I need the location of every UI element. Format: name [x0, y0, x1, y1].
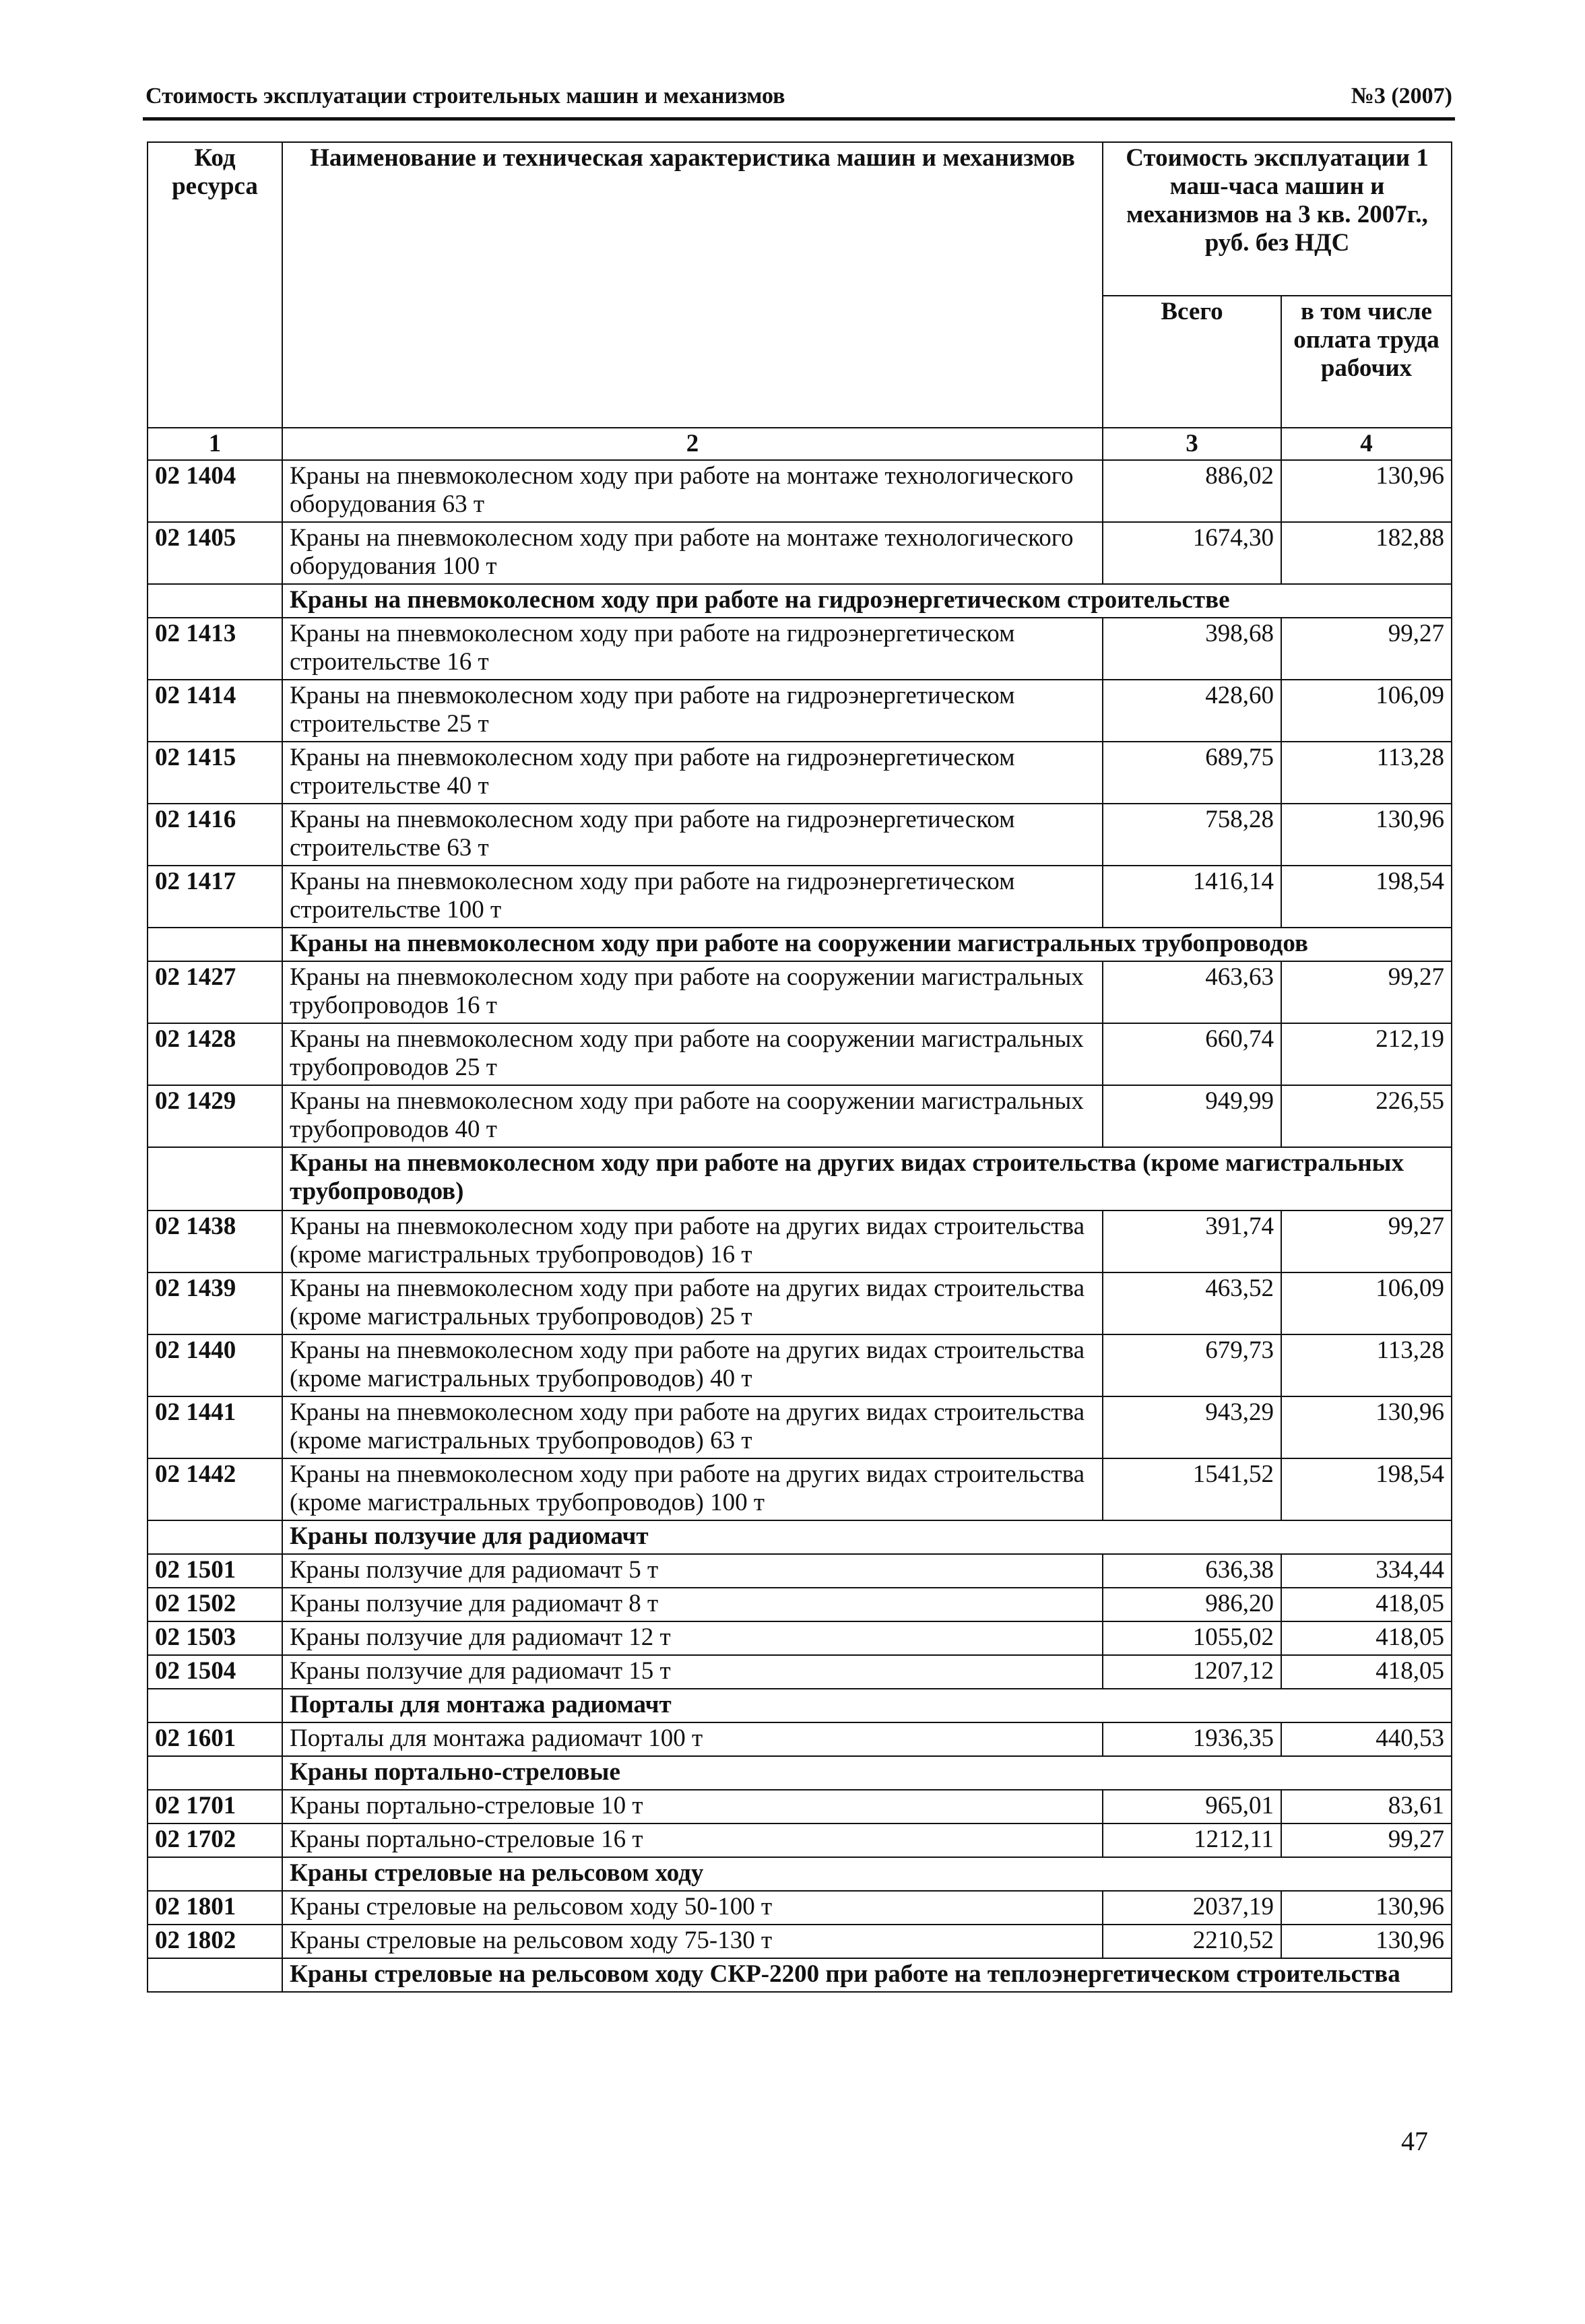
- machine-name: Краны на пневмоколесном ходу при работе на других видах строительства (кроме магистральных трубопроводов) 16 т: [282, 1211, 1103, 1272]
- empty-code-cell: [148, 1857, 282, 1891]
- cost-total: 1416,14: [1103, 866, 1281, 928]
- labor-cost: 130,96: [1281, 460, 1452, 522]
- table-row: [148, 460, 1452, 522]
- cost-total: 986,20: [1103, 1588, 1281, 1621]
- section-heading-row: [148, 928, 1452, 961]
- resource-code: 02 1417: [148, 866, 282, 928]
- cost-total: 1055,02: [1103, 1621, 1281, 1655]
- section-title: Краны портально-стреловые: [282, 1756, 1452, 1790]
- cost-total: 679,73: [1103, 1334, 1281, 1396]
- machine-name: Краны на пневмоколесном ходу при работе на других видах строительства (кроме магистральных трубопроводов) 40 т: [282, 1334, 1103, 1396]
- section-title: Краны на пневмоколесном ходу при работе на других видах строительства (кроме магистральных трубопроводов): [282, 1147, 1452, 1211]
- labor-cost: 113,28: [1281, 1334, 1452, 1396]
- resource-code: 02 1502: [148, 1588, 282, 1621]
- section-heading-row: [148, 1520, 1452, 1554]
- cost-total: 949,99: [1103, 1085, 1281, 1147]
- column-header-labor: в том числе оплата труда рабочих: [1281, 296, 1452, 428]
- empty-code-cell: [148, 1756, 282, 1790]
- resource-code: 02 1404: [148, 460, 282, 522]
- table-row: [148, 522, 1452, 584]
- resource-code: 02 1427: [148, 961, 282, 1023]
- table-row: [148, 1891, 1452, 1925]
- column-number: 2: [282, 428, 1103, 460]
- section-title: Краны ползучие для радиомачт: [282, 1520, 1452, 1554]
- machine-name: Краны на пневмоколесном ходу при работе на гидроэнергетическом строительстве 16 т: [282, 618, 1103, 680]
- labor-cost: 130,96: [1281, 1396, 1452, 1458]
- machine-name: Краны портально-стреловые 16 т: [282, 1823, 1103, 1857]
- table-row: [148, 961, 1452, 1023]
- resource-code: 02 1801: [148, 1891, 282, 1925]
- cost-total: 943,29: [1103, 1396, 1281, 1458]
- table-row: [148, 1722, 1452, 1756]
- machine-name: Краны на пневмоколесном ходу при работе на других видах строительства (кроме магистральных трубопроводов) 63 т: [282, 1396, 1103, 1458]
- section-title: Порталы для монтажа радиомачт: [282, 1689, 1452, 1722]
- empty-code-cell: [148, 928, 282, 961]
- labor-cost: 83,61: [1281, 1790, 1452, 1823]
- table-row: [148, 866, 1452, 928]
- machine-name: Краны на пневмоколесном ходу при работе на сооружении магистральных трубопроводов 25 т: [282, 1023, 1103, 1085]
- running-header: [143, 79, 1455, 121]
- machine-name: Краны ползучие для радиомачт 8 т: [282, 1588, 1103, 1621]
- table-row: [148, 680, 1452, 742]
- cost-total: 2037,19: [1103, 1891, 1281, 1925]
- labor-cost: 99,27: [1281, 961, 1452, 1023]
- labor-cost: 212,19: [1281, 1023, 1452, 1085]
- machine-name: Краны на пневмоколесном ходу при работе на сооружении магистральных трубопроводов 16 т: [282, 961, 1103, 1023]
- machine-name: Краны портально-стреловые 10 т: [282, 1790, 1103, 1823]
- cost-total: 391,74: [1103, 1211, 1281, 1272]
- empty-code-cell: [148, 1689, 282, 1722]
- section-heading-row: [148, 1689, 1452, 1722]
- machine-name: Краны на пневмоколесном ходу при работе на гидроэнергетическом строительстве 63 т: [282, 804, 1103, 866]
- issue-number: №3 (2007): [1351, 84, 1452, 108]
- labor-cost: 418,05: [1281, 1588, 1452, 1621]
- labor-cost: 130,96: [1281, 804, 1452, 866]
- cost-total: 463,52: [1103, 1272, 1281, 1334]
- section-heading-row: [148, 1756, 1452, 1790]
- cost-total: 1541,52: [1103, 1458, 1281, 1520]
- resource-code: 02 1702: [148, 1823, 282, 1857]
- column-number: 3: [1103, 428, 1281, 460]
- table-row: [148, 1023, 1452, 1085]
- cost-total: 398,68: [1103, 618, 1281, 680]
- machine-name: Краны на пневмоколесном ходу при работе на других видах строительства (кроме магистральных трубопроводов) 25 т: [282, 1272, 1103, 1334]
- empty-code-cell: [148, 1520, 282, 1554]
- labor-cost: 182,88: [1281, 522, 1452, 584]
- section-heading-row: [148, 1857, 1452, 1891]
- table-body: [148, 460, 1452, 1992]
- table-row: [148, 1396, 1452, 1458]
- table-row: [148, 1211, 1452, 1272]
- page-number: 47: [1401, 2126, 1428, 2156]
- cost-total: 1212,11: [1103, 1823, 1281, 1857]
- labor-cost: 130,96: [1281, 1891, 1452, 1925]
- cost-total: 1207,12: [1103, 1655, 1281, 1689]
- labor-cost: 226,55: [1281, 1085, 1452, 1147]
- machine-name: Краны на пневмоколесном ходу при работе на гидроэнергетическом строительстве 25 т: [282, 680, 1103, 742]
- labor-cost: 334,44: [1281, 1554, 1452, 1588]
- machine-name: Краны стреловые на рельсовом ходу 75-130 т: [282, 1925, 1103, 1958]
- cost-total: 2210,52: [1103, 1925, 1281, 1958]
- resource-code: 02 1416: [148, 804, 282, 866]
- table-row: [148, 1790, 1452, 1823]
- machine-name: Краны на пневмоколесном ходу при работе на монтаже технологического оборудования 100 т: [282, 522, 1103, 584]
- resource-code: 02 1701: [148, 1790, 282, 1823]
- resource-code: 02 1428: [148, 1023, 282, 1085]
- labor-cost: 99,27: [1281, 1211, 1452, 1272]
- cost-total: 1674,30: [1103, 522, 1281, 584]
- section-title: Краны на пневмоколесном ходу при работе на гидроэнергетическом строительстве: [282, 584, 1452, 618]
- labor-cost: 106,09: [1281, 680, 1452, 742]
- table-row: [148, 1588, 1452, 1621]
- resource-code: 02 1504: [148, 1655, 282, 1689]
- labor-cost: 106,09: [1281, 1272, 1452, 1334]
- column-header-name: Наименование и техническая характеристика машин и механизмов: [282, 142, 1103, 428]
- labor-cost: 113,28: [1281, 742, 1452, 804]
- resource-code: 02 1438: [148, 1211, 282, 1272]
- labor-cost: 99,27: [1281, 618, 1452, 680]
- machine-name: Краны на пневмоколесном ходу при работе на других видах строительства (кроме магистральных трубопроводов) 100 т: [282, 1458, 1103, 1520]
- resource-code: 02 1601: [148, 1722, 282, 1756]
- resource-code: 02 1441: [148, 1396, 282, 1458]
- resource-code: 02 1405: [148, 522, 282, 584]
- table-row: [148, 618, 1452, 680]
- section-heading-row: [148, 1958, 1452, 1992]
- machine-name: Краны на пневмоколесном ходу при работе на гидроэнергетическом строительстве 100 т: [282, 866, 1103, 928]
- column-header-cost: Стоимость эксплуатации 1 маш-часа машин и механизмов на 3 кв. 2007г., руб. без НДС: [1103, 142, 1452, 296]
- cost-total: 428,60: [1103, 680, 1281, 742]
- labor-cost: 440,53: [1281, 1722, 1452, 1756]
- empty-code-cell: [148, 1147, 282, 1211]
- section-title: Краны на пневмоколесном ходу при работе на сооружении магистральных трубопроводов: [282, 928, 1452, 961]
- table-row: [148, 1554, 1452, 1588]
- machine-name: Краны на пневмоколесном ходу при работе на сооружении магистральных трубопроводов 40 т: [282, 1085, 1103, 1147]
- machine-name: Краны стреловые на рельсовом ходу 50-100 т: [282, 1891, 1103, 1925]
- section-title: Краны стреловые на рельсовом ходу: [282, 1857, 1452, 1891]
- column-header-code: Код ресурса: [148, 142, 282, 428]
- cost-total: 965,01: [1103, 1790, 1281, 1823]
- machine-name: Краны на пневмоколесном ходу при работе на монтаже технологического оборудования 63 т: [282, 460, 1103, 522]
- resource-code: 02 1440: [148, 1334, 282, 1396]
- resource-code: 02 1413: [148, 618, 282, 680]
- section-heading-row: [148, 584, 1452, 618]
- empty-code-cell: [148, 584, 282, 618]
- cost-total: 636,38: [1103, 1554, 1281, 1588]
- resource-code: 02 1415: [148, 742, 282, 804]
- table-row: [148, 1458, 1452, 1520]
- empty-code-cell: [148, 1958, 282, 1992]
- resource-code: 02 1501: [148, 1554, 282, 1588]
- machine-name: Краны на пневмоколесном ходу при работе на гидроэнергетическом строительстве 40 т: [282, 742, 1103, 804]
- labor-cost: 198,54: [1281, 1458, 1452, 1520]
- labor-cost: 198,54: [1281, 866, 1452, 928]
- table-row: [148, 1085, 1452, 1147]
- resource-code: 02 1439: [148, 1272, 282, 1334]
- table-row: [148, 1925, 1452, 1958]
- machine-name: Краны ползучие для радиомачт 5 т: [282, 1554, 1103, 1588]
- resource-code: 02 1414: [148, 680, 282, 742]
- section-heading-row: [148, 1147, 1452, 1211]
- table-row: [148, 1272, 1452, 1334]
- cost-total: 1936,35: [1103, 1722, 1281, 1756]
- cost-total: 886,02: [1103, 460, 1281, 522]
- labor-cost: 418,05: [1281, 1621, 1452, 1655]
- resource-code: 02 1503: [148, 1621, 282, 1655]
- resource-code: 02 1429: [148, 1085, 282, 1147]
- labor-cost: 99,27: [1281, 1823, 1452, 1857]
- table-row: [148, 1823, 1452, 1857]
- machine-cost-table: [147, 141, 1452, 1993]
- column-number: 1: [148, 428, 282, 460]
- section-title: Краны стреловые на рельсовом ходу СКР-2200 при работе на теплоэнергетическом строительства: [282, 1958, 1452, 1992]
- resource-code: 02 1802: [148, 1925, 282, 1958]
- machine-name: Порталы для монтажа радиомачт 100 т: [282, 1722, 1103, 1756]
- machine-name: Краны ползучие для радиомачт 15 т: [282, 1655, 1103, 1689]
- cost-total: 463,63: [1103, 961, 1281, 1023]
- column-header-total: Всего: [1103, 296, 1281, 428]
- table-row: [148, 742, 1452, 804]
- table-row: [148, 1655, 1452, 1689]
- cost-total: 758,28: [1103, 804, 1281, 866]
- machine-name: Краны ползучие для радиомачт 12 т: [282, 1621, 1103, 1655]
- labor-cost: 130,96: [1281, 1925, 1452, 1958]
- column-number: 4: [1281, 428, 1452, 460]
- running-header-title: Стоимость эксплуатации строительных машин и механизмов: [145, 84, 785, 108]
- cost-total: 660,74: [1103, 1023, 1281, 1085]
- labor-cost: 418,05: [1281, 1655, 1452, 1689]
- table-row: [148, 1334, 1452, 1396]
- cost-total: 689,75: [1103, 742, 1281, 804]
- resource-code: 02 1442: [148, 1458, 282, 1520]
- table-row: [148, 1621, 1452, 1655]
- table-row: [148, 804, 1452, 866]
